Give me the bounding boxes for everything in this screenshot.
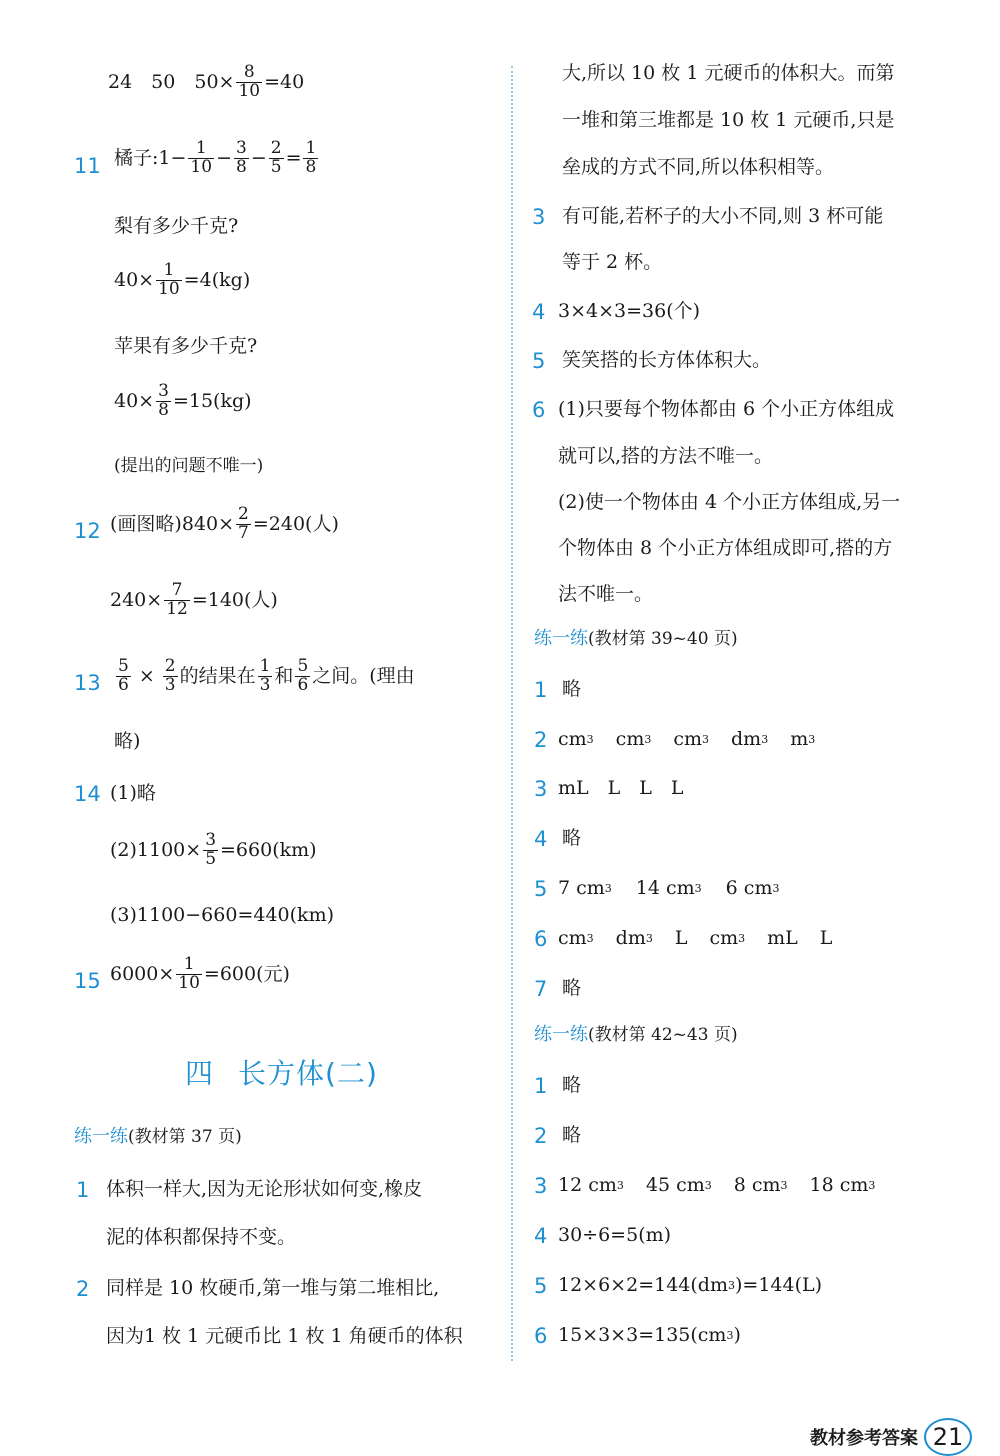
answer-line: 笑笑搭的长方体体积大。 [562,349,772,371]
answer-line: (3)1100−660=440(km) [110,904,334,926]
answer-line: 梨有多少千克? [114,215,239,237]
answer-line: 240× $\frac{7}{12}$ =140(人) [110,580,278,619]
fraction: $\frac{8}{10}$ [238,62,261,101]
question-number: 4 [534,827,548,851]
question-number: 1 [76,1178,90,1202]
answer-line: 略) [114,730,141,752]
column-divider [511,66,513,1361]
question-number: 5 [534,1274,548,1298]
answer-line: 略 [562,1124,582,1146]
answer-line: 12 cm 3 45 cm 3 8 cm 3 18 cm 3 [558,1174,876,1196]
fraction: $\frac{3}{8}$ [158,381,169,420]
practice-heading: 练一练 (教材第 42~43 页) [534,1024,738,1045]
answer-line: (1)只要每个物体都由 6 个小正方体组成 [558,398,895,420]
question-number: 6 [534,927,548,951]
fraction: $\frac{2}{3}$ [164,656,176,695]
question-number: 3 [532,205,546,229]
answer-line: 等于 2 杯。 [562,251,663,273]
question-number: 4 [532,300,546,324]
answer-line: 7 cm 3 14 cm 3 6 cm 3 [558,877,780,899]
question-number: 5 [532,349,546,373]
answer-line: 泥的体积都保持不变。 [106,1226,297,1248]
fraction: $\frac{2}{5}$ [270,138,282,177]
fraction: $\frac{3}{8}$ [235,138,247,177]
question-number: 1 [534,678,548,702]
fraction: $\frac{1}{10}$ [190,138,213,177]
question-number: 14 [74,782,101,806]
question-number: 13 [74,671,101,695]
answer-line: cm 3 cm 3 cm 3 dm 3 m 3 [558,728,816,750]
fraction: 1 3 [259,656,271,695]
answer-line: 40× $\frac{1}{10}$ =4(kg) [114,260,251,299]
answer-line: 橘子:1− $\frac{1}{10}$ − $\frac{3}{8}$ − $\frac{2}{5}$ = $\frac{1}{8}$ [114,138,317,177]
answer-line: $\frac{5}{6}$ × $\frac{2}{3}$ 的结果在 1 3 和 5 6 之间。(理由 [118,656,415,695]
question-number: 2 [76,1277,90,1301]
answer-line: 大,所以 10 枚 1 元硬币的体积大。而第 [562,62,895,84]
page-number: 21 [924,1418,972,1456]
fraction: $\frac{7}{12}$ [166,580,188,619]
question-number: 7 [534,977,548,1001]
fraction: $\frac{2}{7}$ [238,504,249,543]
answer-line: (画图略)840× $\frac{2}{7}$ =240(人) [110,504,339,543]
answer-line: 略 [562,827,582,849]
answer-line: 一堆和第三堆都是 10 枚 1 元硬币,只是 [562,109,895,131]
footer-title: 教材参考答案 [810,1428,918,1449]
question-number: 3 [534,777,548,801]
practice-heading: 练一练 (教材第 37 页) [74,1126,242,1147]
answer-line: mL L L L [558,777,684,799]
answer-line: 垒成的方式不同,所以体积相等。 [562,156,835,178]
practice-heading: 练一练 (教材第 39~40 页) [534,628,738,649]
answer-line: (1)略 [110,782,156,804]
question-number: 11 [74,154,101,178]
answer-line: 个物体由 8 个小正方体组成即可,搭的方 [558,537,893,559]
question-number: 2 [534,728,548,752]
answer-line: 略 [562,678,582,700]
answer-line: 法不唯一。 [558,583,654,605]
answer-line: (2)1100× $\frac{3}{5}$ =660(km) [110,830,317,869]
answer-line: 就可以,搭的方法不唯一。 [558,445,774,467]
answer-line: 6000× $\frac{1}{10}$ =600(元) [110,954,290,993]
question-number: 4 [534,1224,548,1248]
answer-line: 苹果有多少千克? [114,335,258,357]
answer-line: 15×3×3=135(cm 3 ) [558,1324,741,1346]
fraction: 5 6 [297,656,309,695]
answer-line: 30÷6=5(m) [558,1224,672,1246]
answer-line: 略 [562,977,582,999]
question-number: 2 [534,1124,548,1148]
fraction: $\frac{1}{8}$ [305,138,317,177]
answer-line: 体积一样大,因为无论形状如何变,橡皮 [106,1178,423,1200]
question-number: 3 [534,1174,548,1198]
answer-line: 因为1 枚 1 元硬币比 1 枚 1 角硬币的体积 [106,1325,463,1347]
answer-line: 3×4×3=36(个) [558,300,701,322]
question-number: 12 [74,519,101,543]
question-number: 1 [534,1074,548,1098]
answer-line: 40× $\frac{3}{8}$ =15(kg) [114,381,252,420]
fraction: $\frac{1}{10}$ [158,260,180,299]
question-number: 15 [74,969,101,993]
answer-line: (2)使一个物体由 4 个小正方体组成,另一 [558,491,901,513]
question-number: 6 [532,398,546,422]
question-number: 5 [534,877,548,901]
answer-line: 12×6×2=144(dm 3 )=144(L) [558,1274,823,1296]
fraction: $\frac{1}{10}$ [178,954,200,993]
fraction: $\frac{5}{6}$ [118,656,129,695]
answer-line: 略 [562,1074,582,1096]
answer-line: 有可能,若杯子的大小不同,则 3 杯可能 [562,205,884,227]
answer-line: 24 50 50× $\frac{8}{10}$ =40 [108,62,305,101]
page-footer [810,1418,972,1456]
question-number: 6 [534,1324,548,1348]
answer-line: 同样是 10 枚硬币,第一堆与第二堆相比, [106,1277,440,1299]
fraction: $\frac{3}{5}$ [205,830,217,869]
answer-note: (提出的问题不唯一) [114,456,264,476]
answer-line: cm 3 dm 3 L cm 3 mL L [558,927,833,949]
section-title: 四 长方体(二) [185,1057,378,1090]
